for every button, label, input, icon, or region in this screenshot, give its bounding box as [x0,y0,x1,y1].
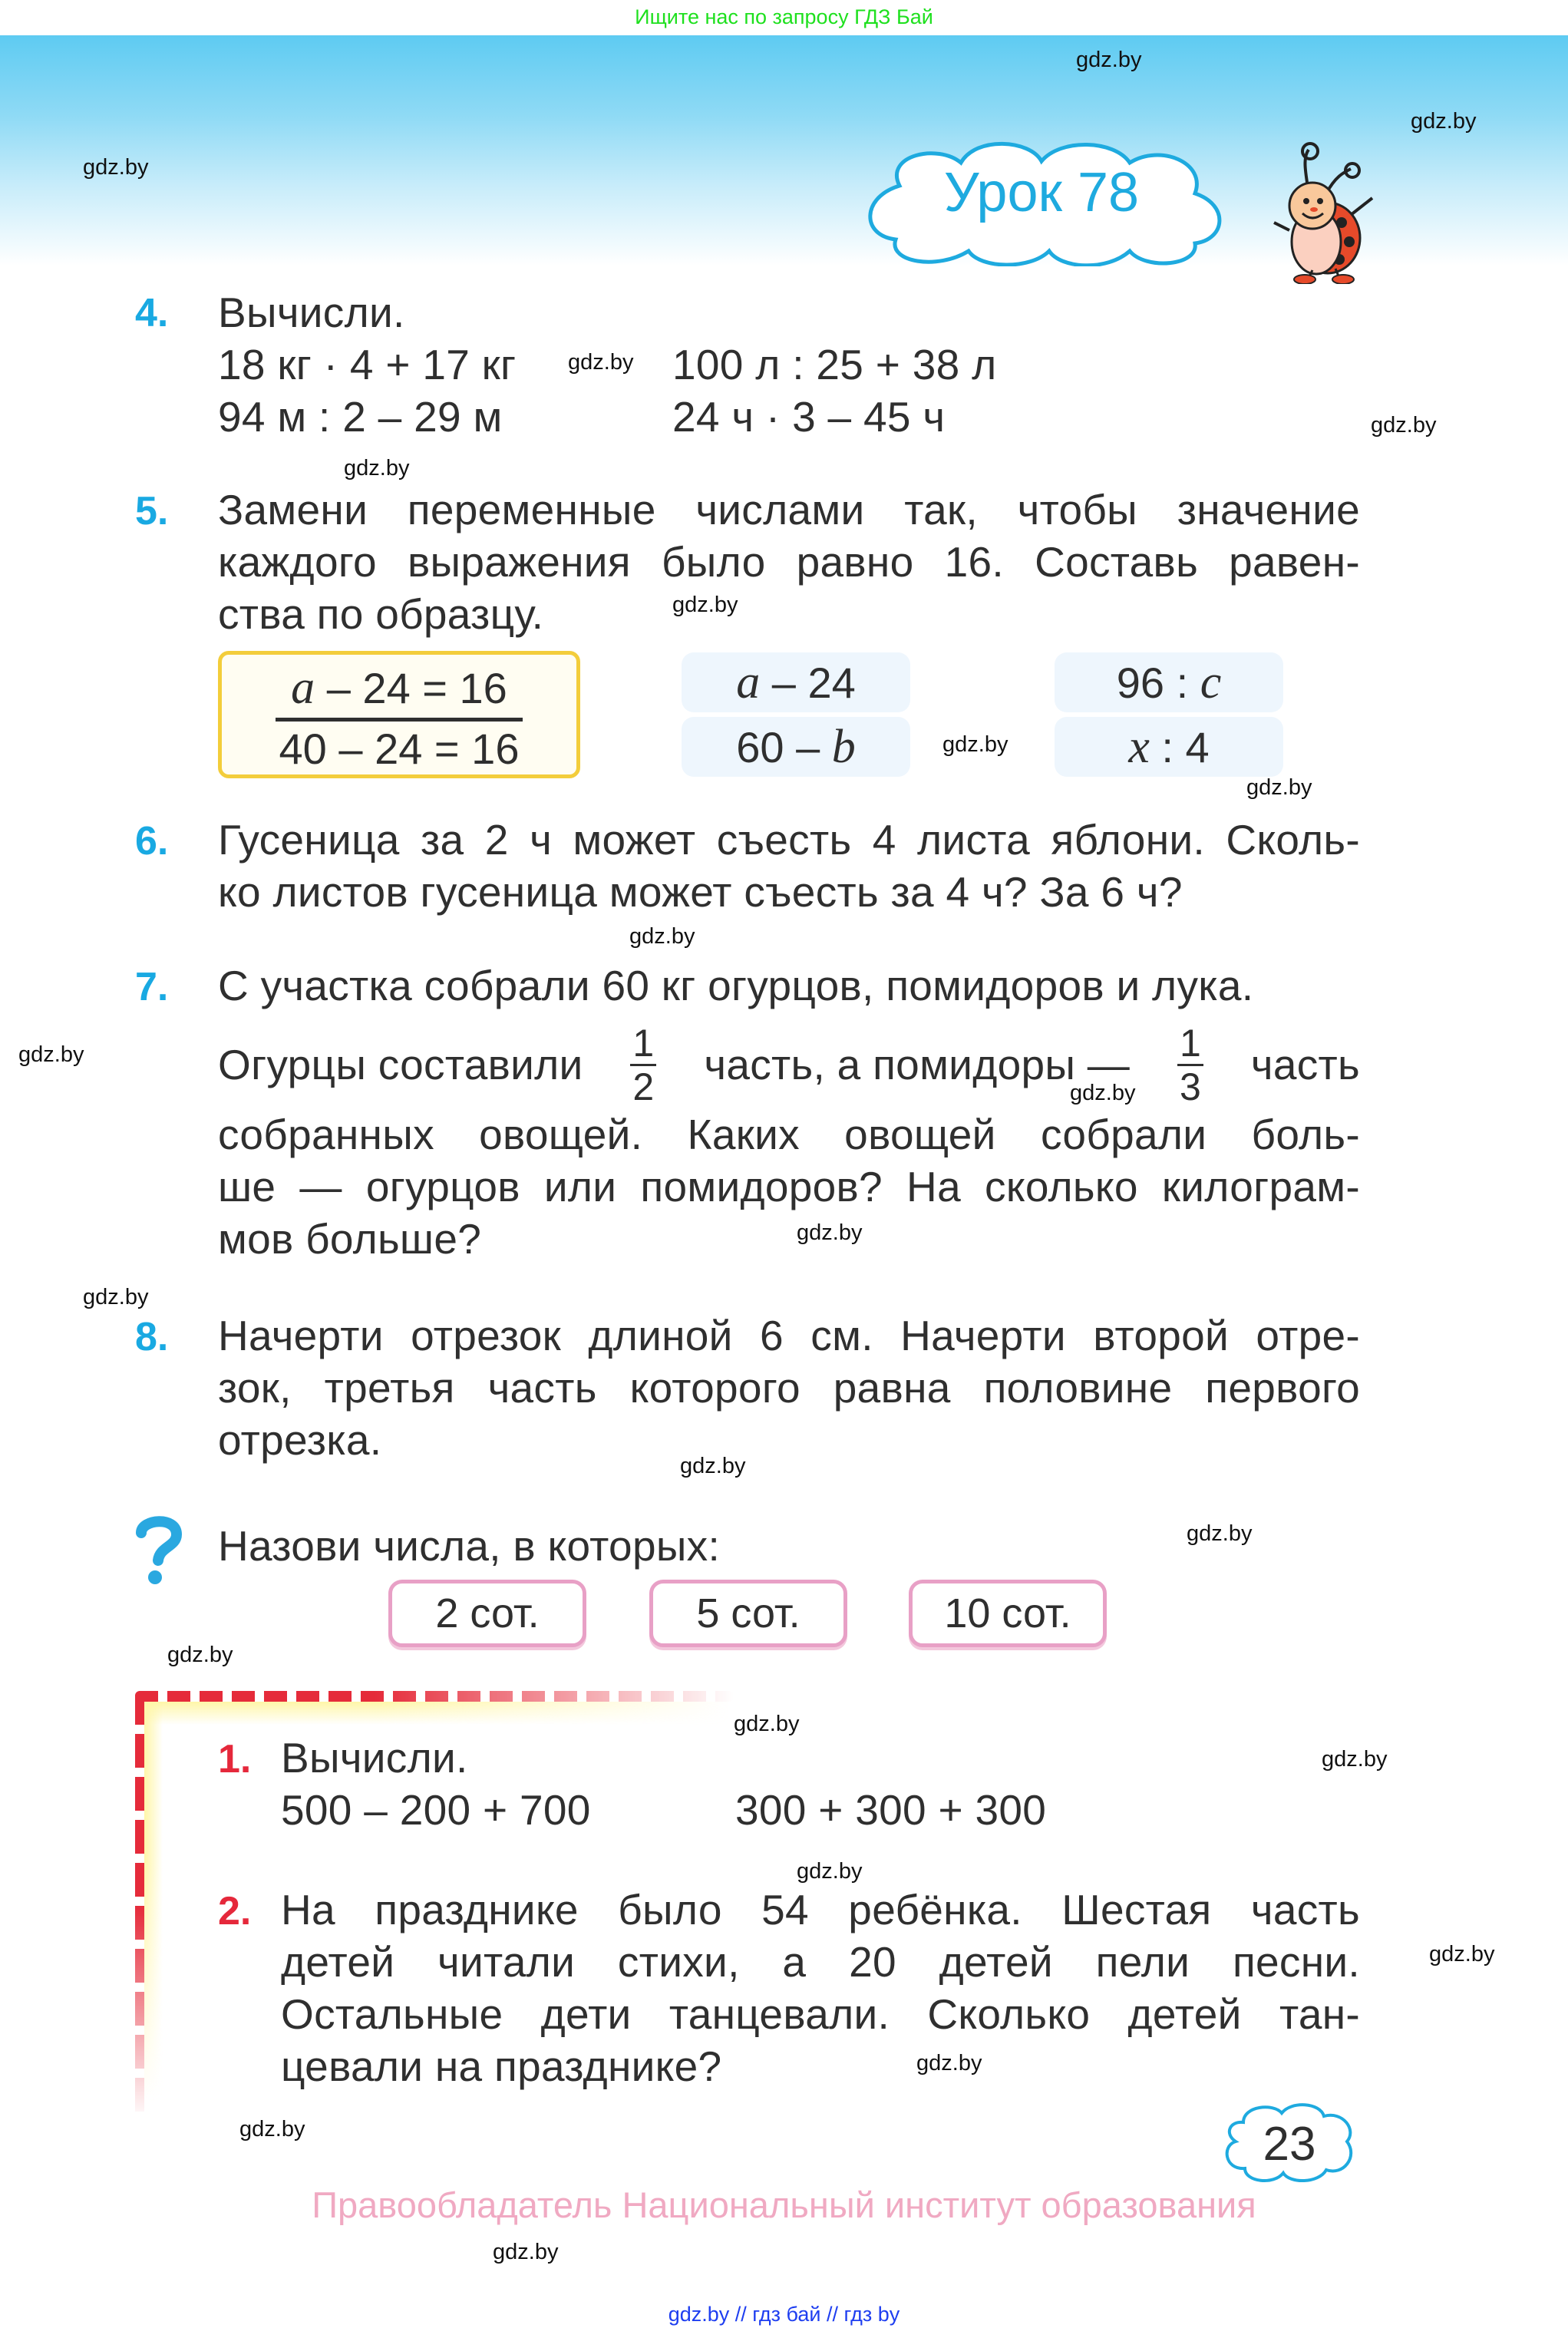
task-7-text-line: С участка собрали 60 кг огурцов, помидоров и лука. [218,962,1254,1009]
watermark: gdz.by [83,1285,149,1309]
watermark: gdz.by [1411,109,1477,134]
watermark: gdz.by [734,1712,800,1736]
expression: 24 ч · 3 – 45 ч [672,393,946,441]
task-6-text-line: Гусеница за 2 ч может съесть 4 листа яблони. Сколь- [218,816,1360,864]
hundreds-option: 5 сот. [649,1580,847,1647]
watermark: gdz.by [629,924,695,949]
repeat-task-2-text-line: цевали на празднике? [281,2042,722,2090]
expression: 300 + 300 + 300 [735,1786,1047,1834]
watermark: gdz.by [83,155,149,180]
top-banner-text: Ищите нас по запросу ГДЗ Бай [635,5,933,28]
repeat-task-2-text-line: детей читали стихи, а 20 детей пели песни. [281,1938,1360,1986]
sample-equation-box [218,651,580,778]
watermark: gdz.by [1246,775,1312,800]
task-8-text-line: отрезка. [218,1416,382,1464]
top-banner [0,0,1568,35]
task-5-text-line: ства по образцу. [218,590,544,638]
repeat-frame-glow [144,1702,163,2101]
watermark: gdz.by [344,456,410,480]
watermark: gdz.by [493,2240,559,2264]
task-number: 7. [135,965,169,1009]
task-number: 8. [135,1315,169,1359]
watermark: gdz.by [568,350,634,375]
sample-line-2: 40 – 24 = 16 [279,725,520,773]
watermark: gdz.by [1070,1081,1136,1105]
ladybug-mascot-icon [1266,138,1381,284]
task-number: 4. [135,291,169,335]
watermark: gdz.by [942,732,1008,757]
task-5-text-line: Замени переменные числами так, чтобы значение [218,486,1360,533]
copyright-notice: Правообладатель Национальный институт образования [312,2184,1256,2225]
task-number: 6. [135,819,169,864]
task-7-fraction-line: Огурцы составили $\frac{1}{2}$ часть, а помидоры — $\frac{1}{3}$ часть [218,1021,1360,1108]
task-6-text-line: ко листов гусеница может съесть за 4 ч? За 6 ч? [218,868,1183,916]
repeat-task-1-title: Вычисли. [281,1734,468,1782]
lesson-title: Урок 78 [943,162,1140,223]
task-8-text-line: зок, третья часть которого равна половине первого [218,1364,1360,1412]
repeat-task-number: 1. [218,1737,252,1782]
expression-box: 60 – b [682,717,910,777]
fraction-one-half: $\frac{1}{2}$ [630,1024,656,1106]
repeat-frame-top-border [135,1691,734,1702]
expression-box: a – 24 [682,652,910,712]
page-number: 23 [1263,2118,1316,2171]
watermark: gdz.by [18,1042,84,1067]
repeat-frame-left-border [135,1691,144,2121]
expression-box: x : 4 [1055,717,1283,777]
repeat-task-number: 2. [218,1889,252,1933]
watermark: gdz.by [797,1220,863,1245]
sample-divider [276,718,523,722]
expression-box: 96 : c [1055,652,1283,712]
task-5-text-line: каждого выражения было равно 16. Составь равен- [218,538,1360,586]
task-7-text-line: ше — огурцов или помидоров? На сколько килограм- [218,1163,1360,1210]
watermark: gdz.by [1429,1942,1495,1966]
watermark: gdz.by [239,2117,305,2142]
watermark: gdz.by [1076,48,1142,72]
hundreds-option: 10 сот. [909,1580,1107,1647]
expression: 94 м : 2 – 29 м [218,393,503,441]
watermark: gdz.by [672,593,738,617]
expression: 100 л : 25 + 38 л [672,341,997,388]
fraction-one-third: $\frac{1}{3}$ [1177,1024,1203,1106]
watermark: gdz.by [797,1859,863,1884]
question-text: Назови числа, в которых: [218,1522,721,1570]
footer-links[interactable]: gdz.by // гдз бай // гдз by [668,2303,900,2326]
hundreds-option: 2 сот. [388,1580,586,1647]
watermark: gdz.by [167,1643,233,1667]
task-4-title: Вычисли. [218,289,405,336]
watermark: gdz.by [1371,413,1437,438]
task-number: 5. [135,489,169,533]
task-8-text-line: Начерти отрезок длиной 6 см. Начерти второй отре- [218,1312,1360,1359]
task-7-text-line: мов больше? [218,1215,482,1263]
watermark: gdz.by [680,1454,746,1478]
task-7-text-line: собранных овощей. Каких овощей собрали боль- [218,1111,1360,1158]
question-mark-icon [132,1516,186,1585]
watermark: gdz.by [916,2051,982,2075]
expression: 500 – 200 + 700 [281,1786,591,1834]
repeat-task-2-text-line: На празднике было 54 ребёнка. Шестая часть [281,1886,1360,1933]
watermark: gdz.by [1187,1521,1253,1546]
watermark: gdz.by [1322,1747,1388,1772]
repeat-frame-glow [146,1702,729,1725]
sample-line-1: a – 24 = 16 [291,662,507,714]
repeat-task-2-text-line: Остальные дети танцевали. Сколько детей тан- [281,1990,1360,2038]
expression: 18 кг · 4 + 17 кг [218,341,517,388]
